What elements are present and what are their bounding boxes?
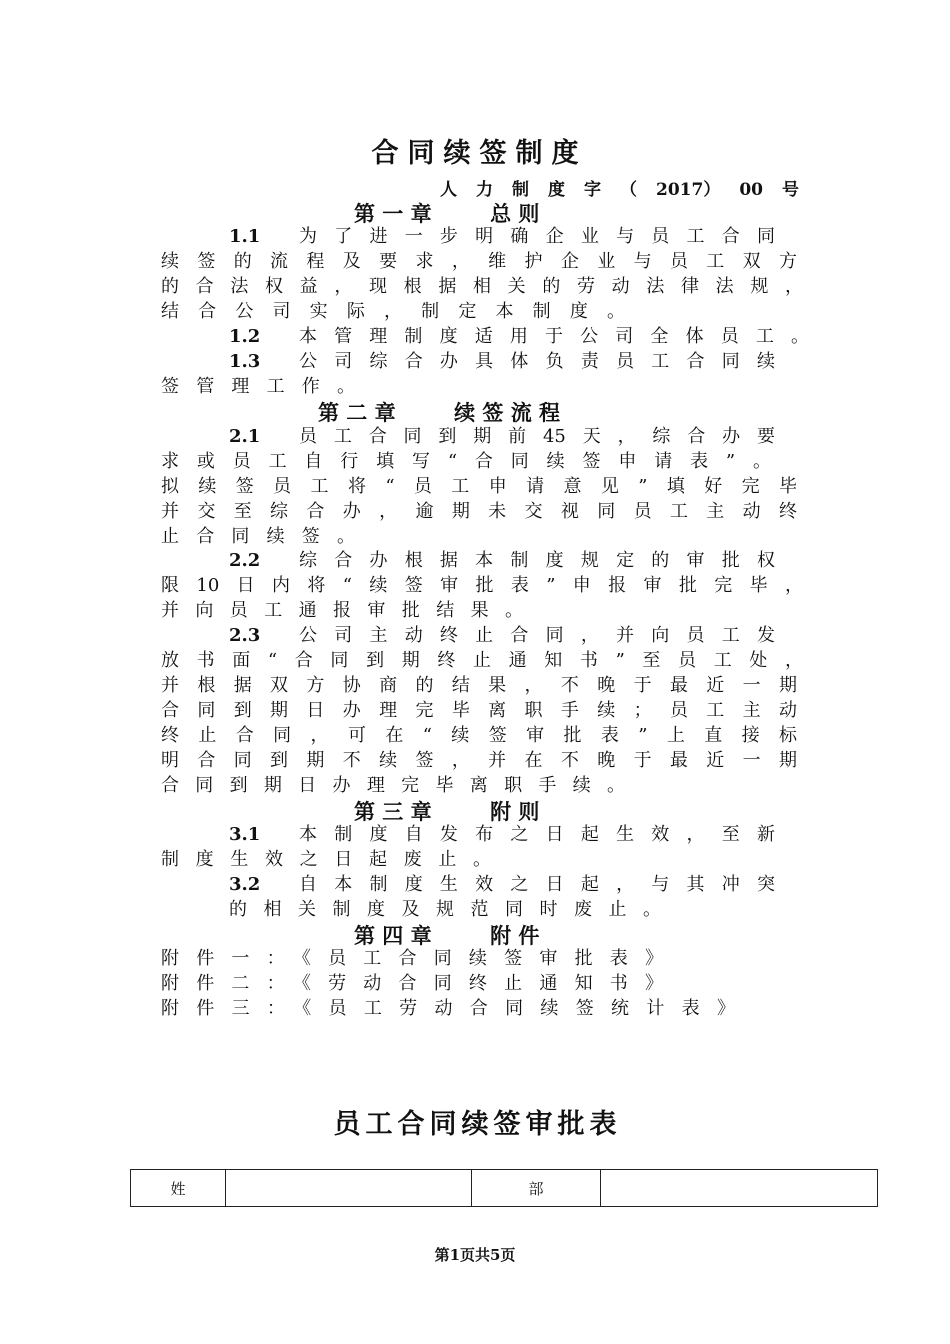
clause-number: 1.2	[229, 326, 261, 347]
approval-form-table	[130, 1169, 878, 1207]
paragraph-line	[161, 324, 811, 349]
doc-number-part: 制	[512, 180, 529, 200]
paragraph-line	[161, 224, 797, 249]
clause-text: 公司综合办具体负责员工合同续	[299, 351, 775, 372]
form-title: 员工合同续签审批表	[333, 1109, 622, 1140]
doc-number-part: 力	[476, 180, 493, 200]
doc-number-part: 度	[548, 180, 565, 200]
paragraph-line: 的合法权益，现根据相关的劳动法律法规，	[161, 276, 803, 297]
clause-text: 本制度自发布之日起生效，至新	[299, 824, 775, 845]
paragraph-line: 终止合同，可在“续签审批表”上直接标	[161, 725, 797, 746]
document-title: 合同续签制度	[371, 138, 588, 169]
paragraph-line: 并向员工通报审批结果。	[161, 600, 523, 621]
chapter-4-heading: 第 四 章 附 件	[354, 923, 540, 948]
doc-number-part: 2017）	[656, 180, 721, 200]
clause-text: 公司主动终止合同，并向员工发	[299, 625, 775, 646]
paragraph-line	[161, 349, 797, 374]
paragraph-line: 求或员工自行填写“合同续签申请表”。	[161, 451, 771, 472]
clause-number: 2.1	[229, 426, 261, 447]
paragraph-line	[161, 872, 797, 897]
chapter-1-heading: 第 一 章 总 则	[354, 201, 540, 226]
department-value-cell[interactable]	[601, 1170, 878, 1207]
paragraph-line: 限10日内将“续签审批表”申报审批完毕，	[161, 575, 803, 596]
paragraph-line: 签管理工作。	[161, 376, 355, 397]
paragraph-line: 的相关制度及规范同时废止。	[229, 899, 661, 920]
paragraph-line: 并根据双方协商的结果，不晚于最近一期	[161, 675, 797, 696]
chapter-2-heading: 第 二 章 续 签 流 程	[318, 400, 561, 425]
clause-number: 2.3	[229, 625, 261, 646]
clause-text: 自本制度生效之日起，与其冲突	[299, 874, 775, 895]
clause-text: 综合办根据本制度规定的审批权	[299, 550, 775, 571]
table-row	[131, 1170, 878, 1207]
paragraph-line: 合同到期日办理完毕离职手续。	[161, 775, 625, 796]
paragraph-line	[161, 548, 797, 573]
page-footer: 第1页共5页	[434, 1246, 516, 1264]
doc-number-part: 00	[739, 180, 763, 200]
paragraph-line	[161, 822, 797, 847]
paragraph-line: 制度生效之日起废止。	[161, 849, 491, 870]
paragraph-line: 并交至综合办，逾期未交视同员工主动终	[161, 501, 797, 522]
paragraph-line: 拟续签员工将“员工申请意见”填好完毕	[161, 476, 797, 497]
paragraph-line: 合同到期日办理完毕离职手续；员工主动	[161, 700, 797, 721]
paragraph-line: 续签的流程及要求，维护企业与员工双方	[161, 251, 797, 272]
document-number	[440, 175, 818, 200]
name-value-cell[interactable]	[226, 1170, 472, 1207]
attachment-line: 附件二：《劳动合同终止通知书》	[161, 973, 663, 994]
chapter-3-heading: 第 三 章 附 则	[354, 799, 540, 824]
clause-number: 3.1	[229, 824, 261, 845]
clause-number: 1.3	[229, 351, 261, 372]
clause-text: 为了进一步明确企业与员工合同	[299, 226, 775, 247]
paragraph-line	[161, 424, 797, 449]
paragraph-line: 明合同到期不续签，并在不晚于最近一期	[161, 750, 797, 771]
doc-number-part: 人	[440, 180, 457, 200]
paragraph-line: 放书面“合同到期终止通知书”至员工处，	[161, 650, 803, 671]
attachment-line: 附件三：《员工劳动合同续签统计表》	[161, 998, 735, 1019]
clause-number: 3.2	[229, 874, 261, 895]
department-label-cell: 部	[472, 1170, 601, 1207]
name-label-cell: 姓	[131, 1170, 226, 1207]
paragraph-line: 结合公司实际，制定本制度。	[161, 301, 625, 322]
doc-number-part: （	[620, 180, 637, 200]
doc-number-part: 号	[782, 180, 799, 200]
doc-number-part: 字	[584, 180, 601, 200]
clause-number: 2.2	[229, 550, 261, 571]
attachment-line: 附件一：《员工合同续签审批表》	[161, 948, 663, 969]
clause-text: 本管理制度适用于公司全体员工。	[299, 326, 809, 347]
paragraph-line: 止合同续签。	[161, 526, 355, 547]
clause-number: 1.1	[229, 226, 261, 247]
clause-text: 员工合同到期前45天，综合办要	[299, 426, 775, 447]
paragraph-line	[161, 623, 797, 648]
